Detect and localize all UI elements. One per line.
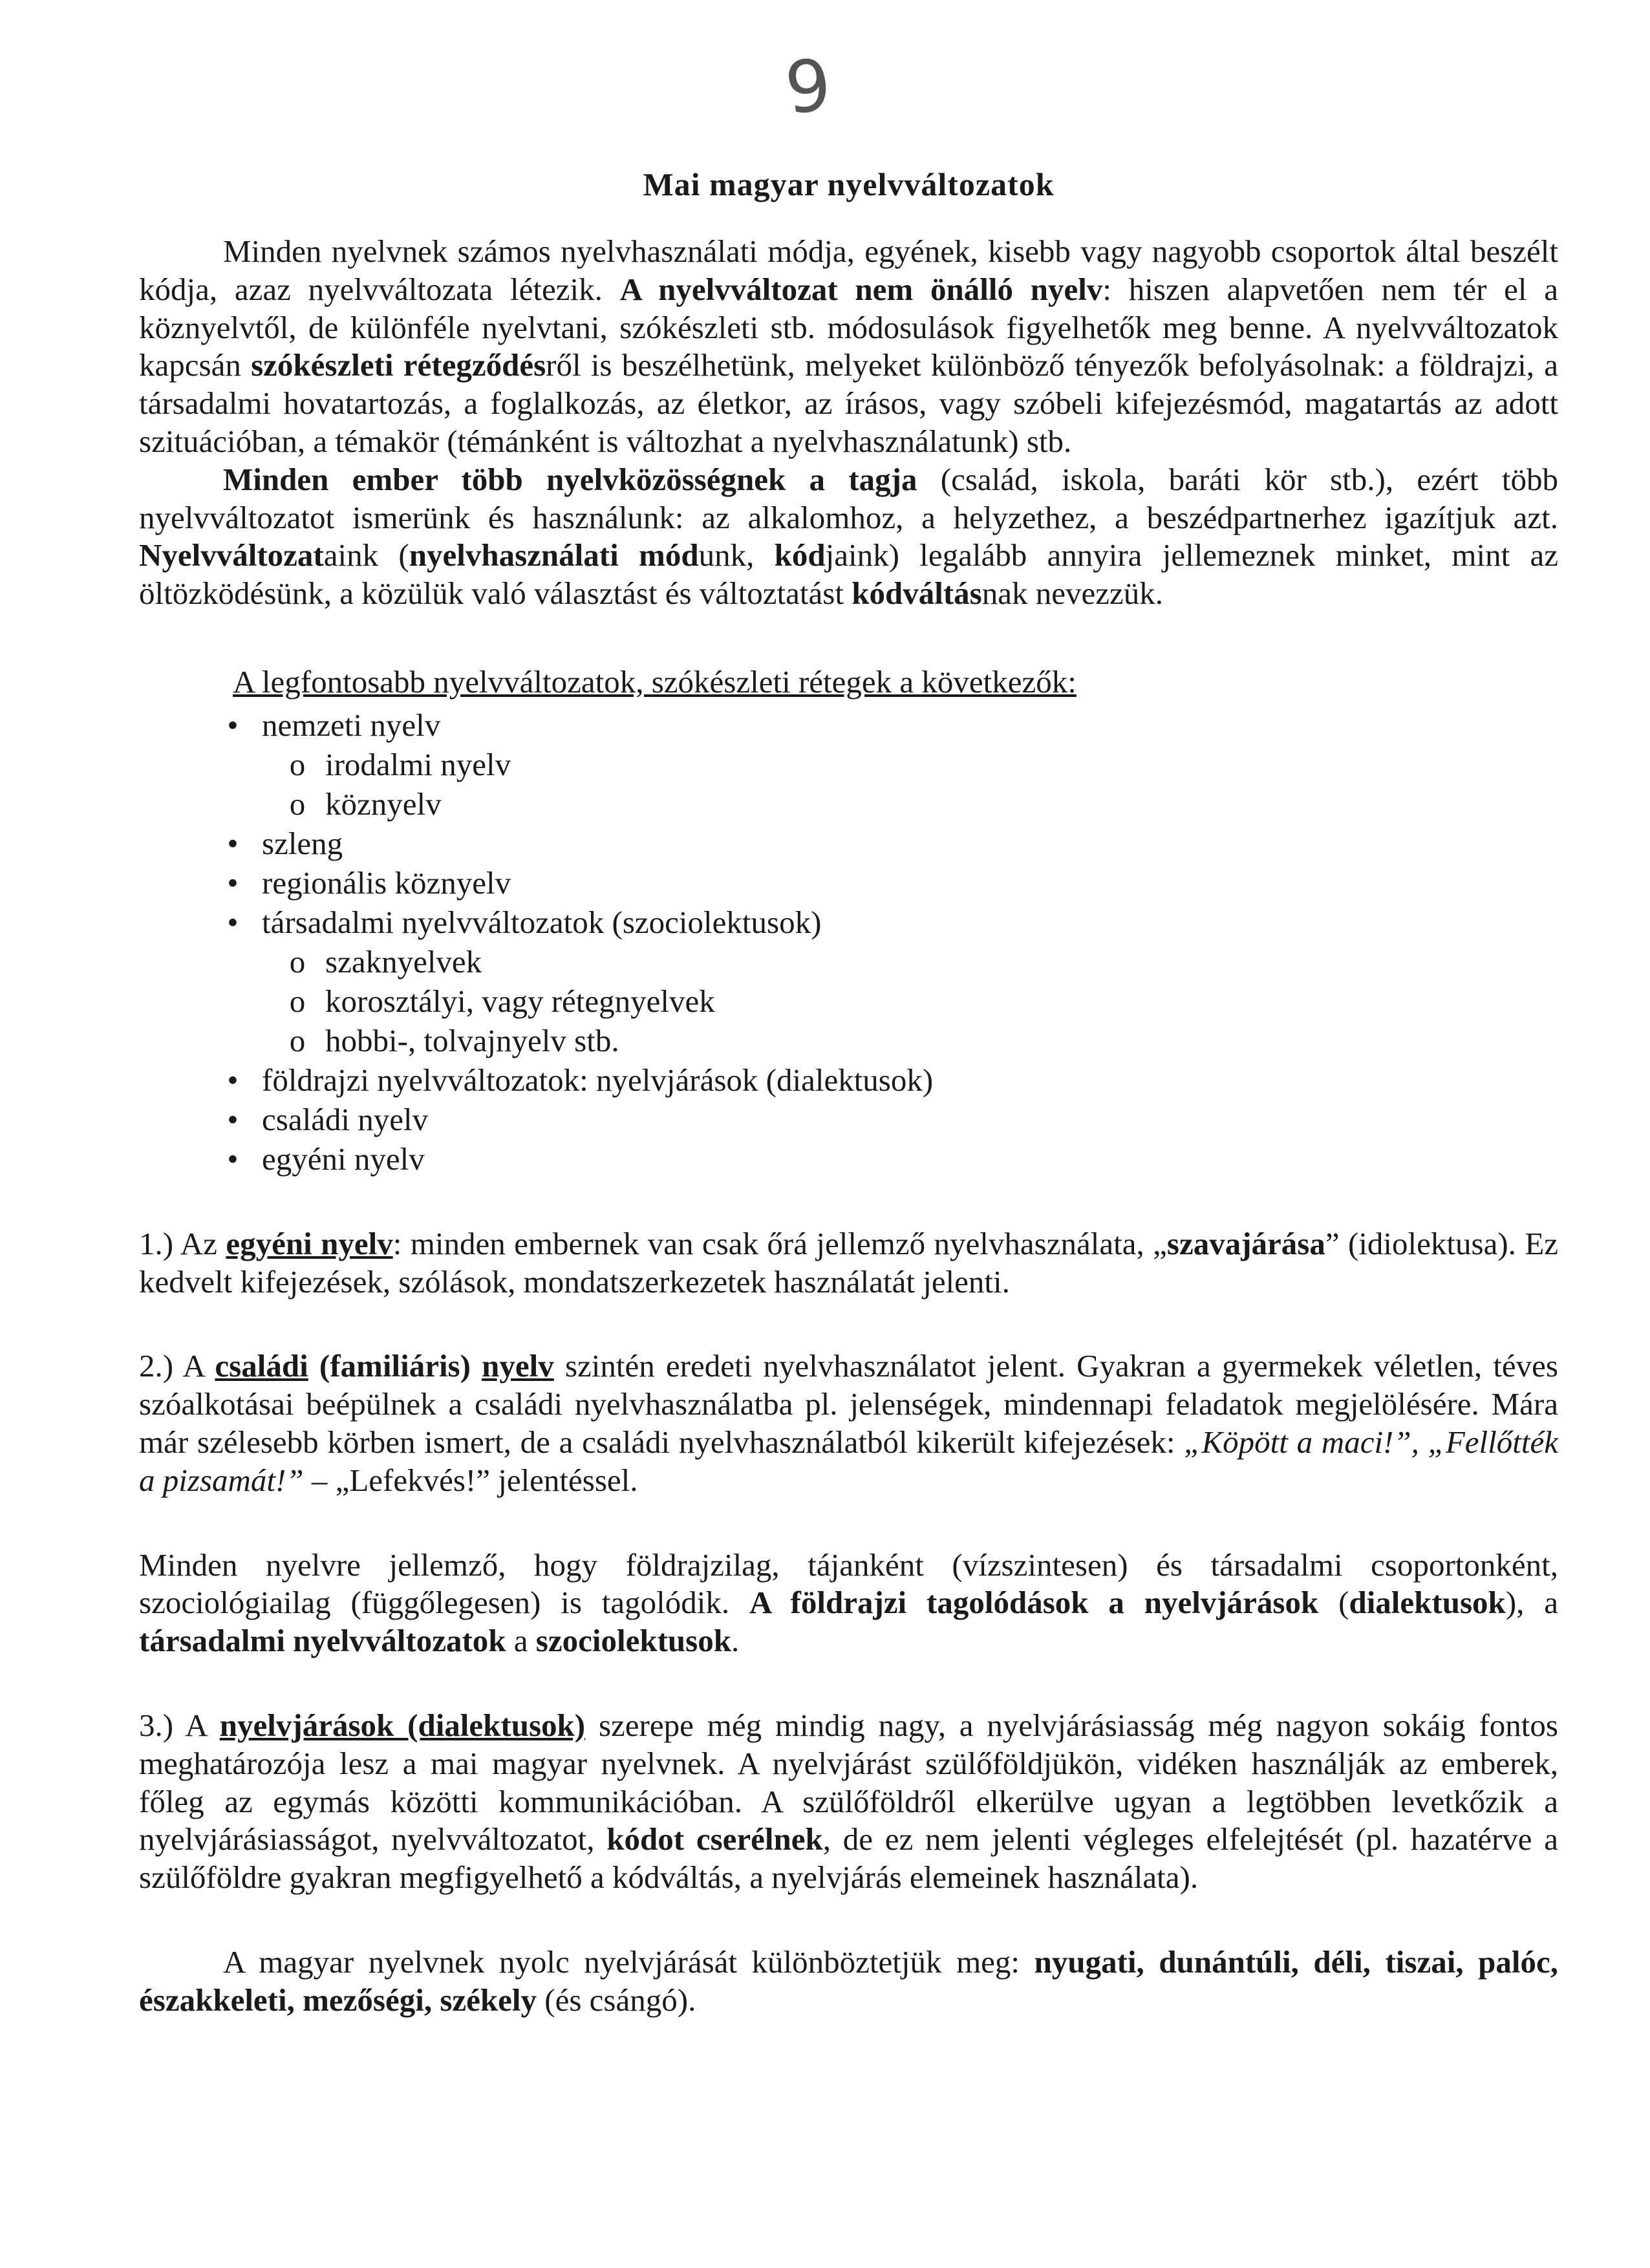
sub-list <box>262 942 1558 1060</box>
sub-list-item <box>288 784 1558 824</box>
tagolodas-bold-2: dialektusok <box>1349 1585 1506 1621</box>
handwritten-page-number: 9 <box>781 43 835 131</box>
bullet-icon: • <box>227 1062 239 1098</box>
intro-bold-2: szókészleti rétegződés <box>251 347 546 383</box>
tagolodas-bold-1: A földrajzi tagolódások a nyelvjárások <box>749 1585 1319 1621</box>
list-item-label: földrajzi nyelvváltozatok: nyelvjárások (dialektusok) <box>262 1062 934 1098</box>
intro-paragraph <box>139 233 1558 461</box>
sub-list-item-label: irodalmi nyelv <box>325 746 511 782</box>
community-text-4: jaink) legalább annyira jellemeznek minket, mint az öltözködésünk, a közülük való választást és változtatást <box>139 537 1558 612</box>
section-2-term-3: nyelv <box>482 1348 554 1384</box>
list-item-label: társadalmi nyelvváltozatok (szociolektusok) <box>262 904 822 940</box>
community-bold-2: Nyelvváltozat <box>139 537 324 573</box>
bullet-icon: • <box>227 825 239 861</box>
section-2-text-1: szintén eredeti nyelvhasználatot jelent. Gyakran a gyermekek véletlen, téves szóalkotásai beépülnek a családi nyelvhasználatba pl. jelenségek, mindennapi feladatok megjelölésére. Mára már szélesebb körben ismert, de a családi nyelvhasználatból kikerült kifejezések: <box>139 1348 1559 1460</box>
section-1-text-2: ” (idiolektusa). Ez kedvelt kifejezések, szólások, mondatszerkezetek használatát jelenti. <box>139 1225 1559 1300</box>
sub-list-item <box>288 981 1558 1021</box>
list-item-label: családi nyelv <box>262 1101 429 1137</box>
section-3-number: 3.) A <box>139 1707 220 1743</box>
intro-text-2: : hiszen alapvetően nem tér el a köznyelvtől, de különféle nyelvtani, szókészleti stb. módosulások figyelhetők meg benne. A nyelvváltozatok kapcsán <box>139 271 1558 383</box>
sub-list-item <box>288 745 1558 784</box>
community-bold-5: kódváltás <box>852 575 982 612</box>
varieties-list <box>139 705 1558 1179</box>
community-text-5: nak nevezzük. <box>981 575 1163 612</box>
sub-list-item-label: köznyelv <box>325 786 442 822</box>
document-body <box>139 165 1558 2020</box>
section-1-paragraph <box>139 1225 1558 1301</box>
circle-bullet-icon: o <box>289 786 306 822</box>
tagolodas-text-4: a <box>506 1623 536 1659</box>
bullet-icon: • <box>227 1140 239 1177</box>
section-3-text-1: szerepe még mindig nagy, a nyelvjárásiasság még nagyon sokáig fontos meghatározója lesz a mai magyar nyelvnek. A nyelvjárást szülőföldjükön, vidéken használják az emberek, főleg az egymás közötti kommunikációban. A szülőföldről elkerülve ugyan a legtöbben levetkőzik a nyelvjárásiasságot, nyelvváltozatot, <box>139 1707 1558 1857</box>
section-1-text-1: : minden embernek van csak őrá jellemző nyelvhasználata, „ <box>392 1225 1167 1261</box>
sub-list-item <box>288 1021 1558 1060</box>
tagolodas-text-3: ), a <box>1505 1585 1558 1621</box>
list-item-label: szleng <box>262 825 343 861</box>
bullet-icon: • <box>227 864 239 901</box>
list-item-label: nemzeti nyelv <box>262 707 441 743</box>
list-item <box>223 1100 1558 1139</box>
section-2-paragraph <box>139 1347 1558 1499</box>
tagolodas-bold-3: társadalmi nyelvváltozatok <box>139 1623 506 1659</box>
list-item <box>223 903 1558 1060</box>
tagolodas-text-2: ( <box>1318 1585 1349 1621</box>
list-heading: A legfontosabb nyelvváltozatok, szókészleti rétegek a következők: <box>233 663 1077 700</box>
dialects-bold: nyugati, dunántúli, déli, tiszai, palóc, északkeleti, mezőségi, székely <box>139 1943 1558 2018</box>
section-2-italic: „Köpött a maci!”, „Fellőtték a pizsamát!” <box>139 1424 1558 1498</box>
sub-list-item <box>288 942 1558 981</box>
varieties-list-block <box>139 663 1558 1179</box>
circle-bullet-icon: o <box>289 746 306 782</box>
list-item <box>223 1139 1558 1179</box>
intro-bold-1: A nyelvváltozat nem önálló nyelv <box>619 271 1103 307</box>
community-bold-1: Minden ember több nyelvközösségnek a tagja <box>223 461 917 497</box>
list-item <box>223 1060 1558 1100</box>
tagolodas-text-1: Minden nyelvre jellemző, hogy földrajzilag, tájanként (vízszintesen) és társadalmi csoportonként, szociológiailag (függőlegesen) is tagolódik. <box>139 1546 1558 1621</box>
tagolodas-text-5: . <box>731 1623 740 1659</box>
community-bold-4: kód <box>774 537 826 573</box>
section-3-term: nyelvjárások (dialektusok) <box>219 1707 586 1743</box>
community-text-3: unk, <box>698 537 775 573</box>
dialects-text-1: A magyar nyelvnek nyolc nyelvjárását különböztetjük meg: <box>223 1943 1034 1980</box>
list-item-label: regionális köznyelv <box>262 864 511 901</box>
section-2-text-2: – „Lefekvés!” jelentéssel. <box>303 1462 638 1498</box>
section-2-number: 2.) A <box>139 1348 215 1384</box>
sub-list-item-label: korosztályi, vagy rétegnyelvek <box>325 983 715 1019</box>
section-1-term: egyéni nyelv <box>226 1225 393 1261</box>
circle-bullet-icon: o <box>289 983 306 1019</box>
page-title: Mai magyar nyelvváltozatok <box>643 166 1055 202</box>
bullet-icon: • <box>227 904 239 940</box>
bullet-icon: • <box>227 707 239 743</box>
section-3-bold: kódot cserélnek <box>606 1821 823 1857</box>
list-item-label: egyéni nyelv <box>262 1140 425 1177</box>
list-item <box>223 705 1558 824</box>
sub-list <box>262 745 1558 824</box>
circle-bullet-icon: o <box>289 1022 306 1058</box>
section-2-term-2: (familiáris) <box>308 1348 482 1384</box>
sub-list-item-label: hobbi-, tolvajnyelv stb. <box>325 1022 619 1058</box>
section-3-paragraph <box>139 1707 1558 1897</box>
section-1-bold: szavajárása <box>1166 1225 1325 1261</box>
community-paragraph <box>139 461 1558 613</box>
community-bold-3: nyelvhasználati mód <box>409 537 699 573</box>
intro-text-3: ről is beszélhetünk, melyeket különböző tényezők befolyásolnak: a földrajzi, a társadalmi hovatartozás, a foglalkozás, az életkor, az írásos, vagy szóbeli kifejezésmód, magatartás az adott szituációban, a témakör (témánként is változhat a nyelvhasználatunk) stb. <box>139 347 1559 459</box>
list-item <box>223 824 1558 863</box>
dialects-paragraph <box>139 1943 1558 2020</box>
tagolodas-bold-4: szociolektusok <box>535 1623 731 1659</box>
community-text-2: aink ( <box>323 537 409 573</box>
intro-text-1: Minden nyelvnek számos nyelvhasználati módja, egyének, kisebb vagy nagyobb csoportok által beszélt kódja, azaz nyelvváltozata létezik. <box>139 233 1558 307</box>
section-3-text-2: , de ez nem jelenti végleges elfelejtését (pl. hazatérve a szülőföldre gyakran megfigyelhető a kódváltás, a nyelvjárás elemeinek használata). <box>139 1821 1559 1896</box>
section-2-term-1: családi <box>215 1348 308 1384</box>
community-text-1: (család, iskola, baráti kör stb.), ezért több nyelvváltozatot ismerünk és használunk: az alkalomhoz, a helyzethez, a beszédpartnerhez igazítjuk azt. <box>139 461 1558 535</box>
section-1-number: 1.) Az <box>139 1225 226 1261</box>
bullet-icon: • <box>227 1101 239 1137</box>
tagolodas-paragraph <box>139 1546 1558 1660</box>
sub-list-item-label: szaknyelvek <box>325 943 482 979</box>
list-item <box>223 863 1558 903</box>
circle-bullet-icon: o <box>289 943 306 979</box>
dialects-text-2: (és csángó). <box>537 1982 696 2018</box>
